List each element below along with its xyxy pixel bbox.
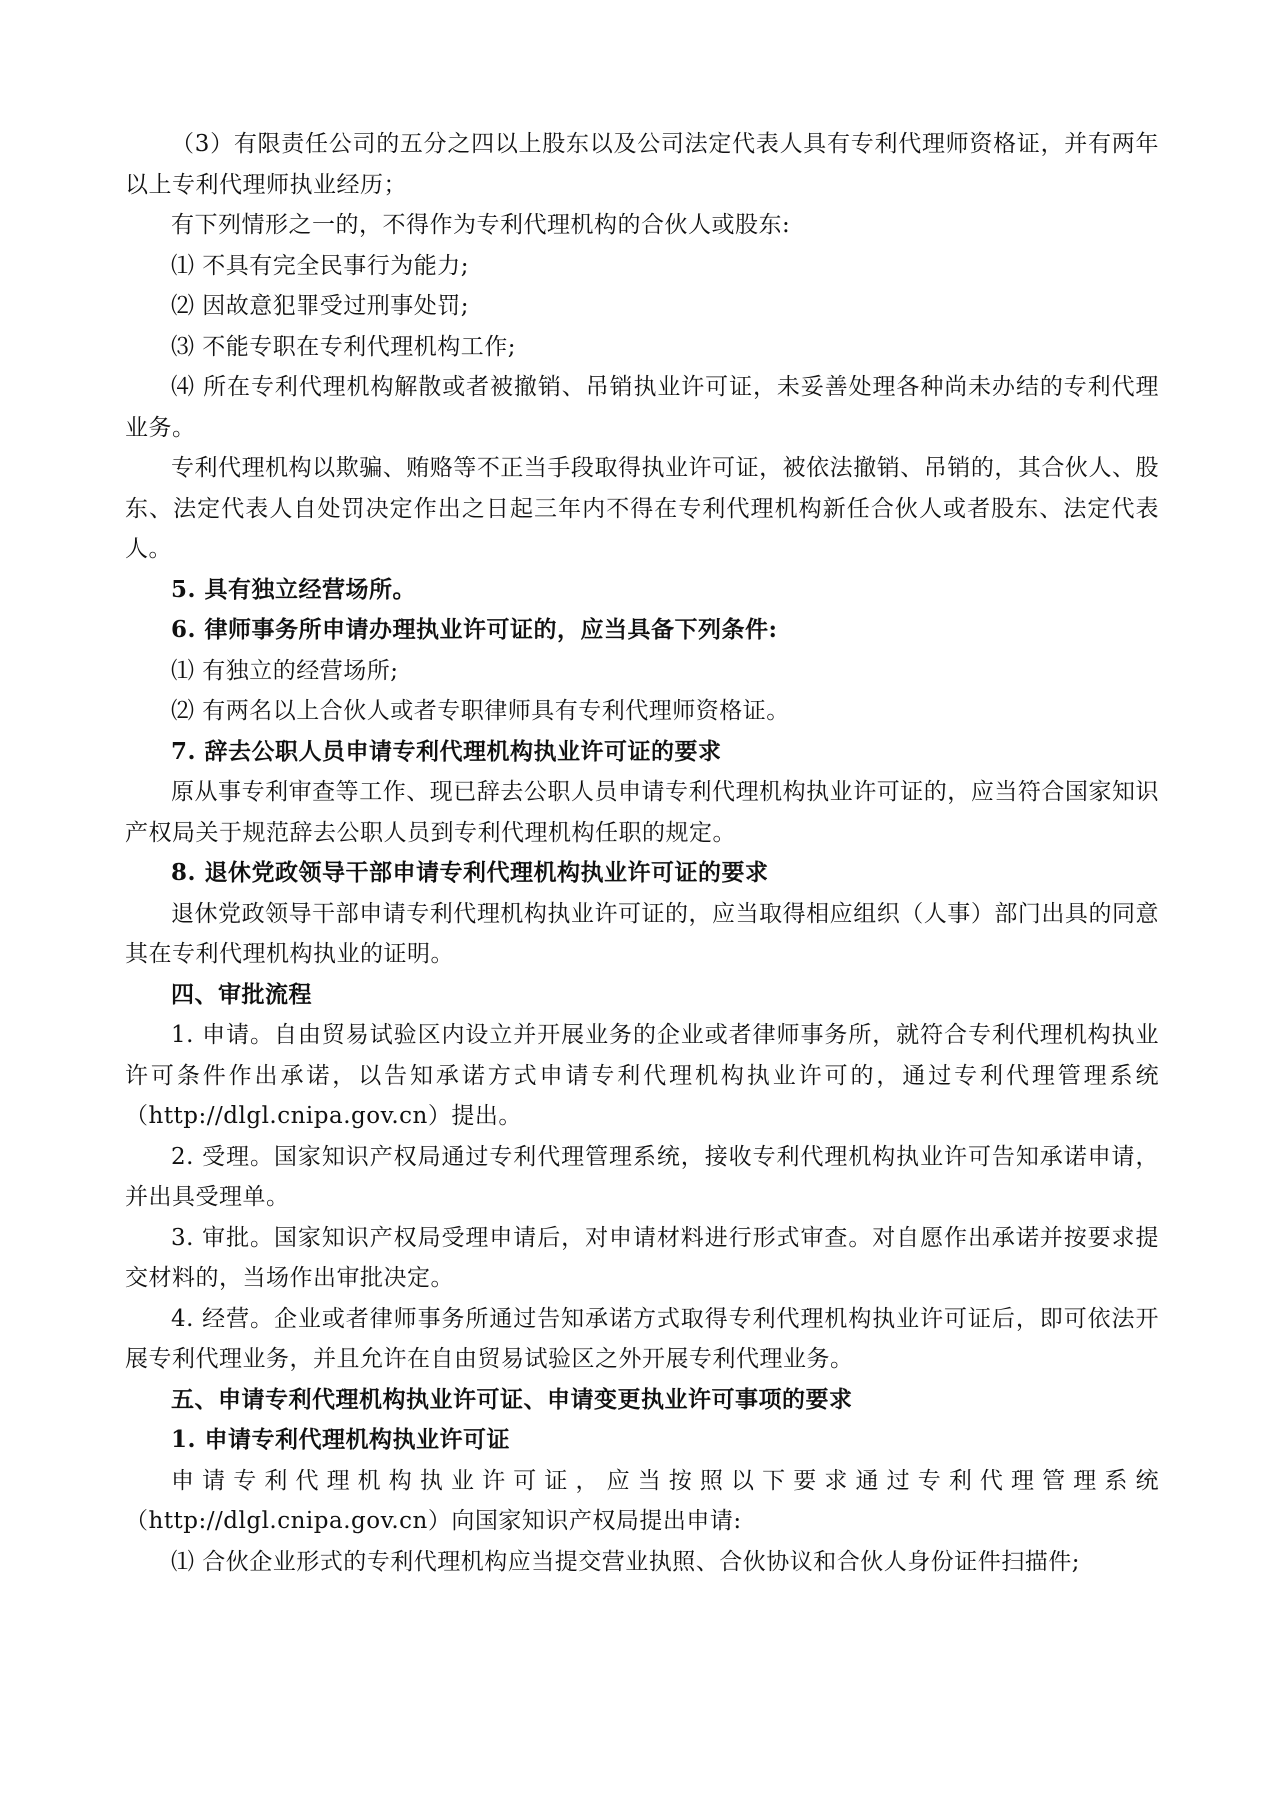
list-item: ⑵ 有两名以上合伙人或者专职律师具有专利代理师资格证。: [171, 698, 790, 724]
section-heading: 6. 律师事务所申请办理执业许可证的，应当具备下列条件:: [171, 616, 778, 643]
chapter-heading: 五、申请专利代理机构执业许可证、申请变更执业许可事项的要求: [171, 1385, 853, 1413]
chapter-heading: 四、审批流程: [171, 980, 312, 1008]
list-item: ⑴ 合伙企业形式的专利代理机构应当提交营业执照、合伙协议和合伙人身份证件扫描件;: [171, 1548, 1081, 1575]
paragraph: 专利代理机构以欺骗、贿赂等不正当手段取得执业许可证，被依法撤销、吊销的，其合伙人、股东、法定代表人自处罚决定作出之日起三年内不得在专利代理机构新任合伙人或者股东、法定代表人。: [125, 455, 1159, 562]
section-heading: 1. 申请专利代理机构执业许可证: [171, 1426, 511, 1453]
paragraph: 申请专利代理机构执业许可证，应当按照以下要求通过专利代理管理系统（http://dlgl.cnipa.gov.cn）向国家知识产权局提出申请:: [125, 1467, 1159, 1534]
list-item: ⑴ 不具有完全民事行为能力;: [171, 252, 470, 279]
list-item: ⑴ 有独立的经营场所;: [171, 657, 399, 684]
section-heading: 7. 辞去公职人员申请专利代理机构执业许可证的要求: [171, 737, 722, 765]
document-page: [125, 124, 1159, 1582]
paragraph: 3. 审批。国家知识产权局受理申请后，对申请材料进行形式审查。对自愿作出承诺并按要求提交材料的，当场作出审批决定。: [125, 1224, 1159, 1291]
list-item: ⑵ 因故意犯罪受过刑事处罚;: [171, 293, 470, 319]
paragraph: （3）有限责任公司的五分之四以上股东以及公司法定代表人具有专利代理师资格证，并有两年以上专利代理师执业经历；: [125, 131, 1159, 198]
list-item: ⑶ 不能专职在专利代理机构工作;: [171, 333, 517, 360]
paragraph: 4. 经营。企业或者律师事务所通过告知承诺方式取得专利代理机构执业许可证后，即可依法开展专利代理业务，并且允许在自由贸易试验区之外开展专利代理业务。: [125, 1305, 1159, 1372]
paragraph: 2. 受理。国家知识产权局通过专利代理管理系统，接收专利代理机构执业许可告知承诺申请，并出具受理单。: [125, 1143, 1159, 1210]
list-item: ⑷ 所在专利代理机构解散或者被撤销、吊销执业许可证，未妥善处理各种尚未办结的专利代理业务。: [125, 374, 1159, 441]
paragraph: 原从事专利审查等工作、现已辞去公职人员申请专利代理机构执业许可证的，应当符合国家知识产权局关于规范辞去公职人员到专利代理机构任职的规定。: [125, 779, 1159, 846]
paragraph: 1. 申请。自由贸易试验区内设立并开展业务的企业或者律师事务所，就符合专利代理机构执业许可条件作出承诺，以告知承诺方式申请专利代理机构执业许可的，通过专利代理管理系统（http://dlgl.cnipa.gov.cn）提出。: [125, 1022, 1159, 1129]
section-heading: 8. 退休党政领导干部申请专利代理机构执业许可证的要求: [171, 859, 769, 886]
paragraph: 有下列情形之一的，不得作为专利代理机构的合伙人或股东:: [171, 212, 791, 238]
paragraph: 退休党政领导干部申请专利代理机构执业许可证的，应当取得相应组织（人事）部门出具的同意其在专利代理机构执业的证明。: [125, 900, 1159, 967]
section-heading: 5. 具有独立经营场所。: [171, 575, 417, 603]
